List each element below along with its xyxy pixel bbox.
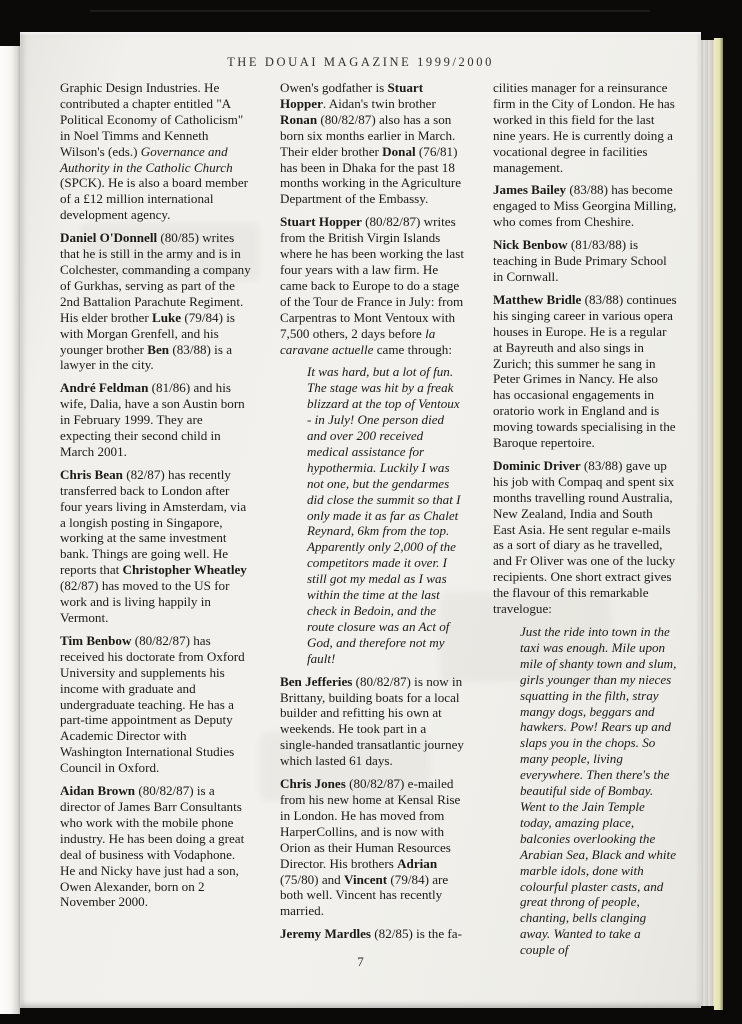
text-columns	[60, 80, 678, 965]
text-segment: Chris Jones	[280, 776, 346, 792]
quote-paragraph	[520, 624, 677, 958]
text-segment: (80/82/87) is now in Brittany, building boats for a local builder and refitting his own at weekends. He took part in a single-handed transatlantic journey which lasted 61 days.	[280, 673, 464, 769]
text-segment: (79/84) is with Morgan Grenfell, and his younger brother	[60, 309, 235, 357]
quote-paragraph	[307, 364, 464, 666]
text-segment: Dominic Driver	[493, 457, 581, 473]
text-segment: Nick Benbow	[493, 237, 568, 253]
text-segment: la caravane actuelle	[280, 325, 436, 357]
text-segment: (83/88) continues his singing career in various opera houses in Europe. He is a regular at Bayreuth and also sings in Zurich; this summer he sang in Peter Grimes in Nancy. He also has occasional engagements in oratorio work in England and is moving towards specialising in the Baroque repertoire.	[493, 291, 677, 451]
text-segment: Vincent	[344, 871, 388, 887]
page-number: 7	[357, 954, 364, 969]
facing-page-edge	[0, 46, 20, 1014]
paragraph	[60, 783, 251, 910]
column-right	[493, 80, 677, 965]
text-segment: Stuart Hopper	[280, 80, 424, 111]
text-segment: Owen's godfather is	[280, 80, 388, 95]
paragraph	[493, 182, 677, 230]
text-segment: James Bailey	[493, 182, 567, 198]
text-segment: Stuart Hopper	[280, 214, 362, 230]
text-segment: (81/86) and his wife, Dalia, have a son Austin born in February 1999. They are expecting their second child in March 2001.	[60, 380, 245, 459]
text-segment: (82/87) has moved to the US for work and is living happily in Vermont.	[60, 578, 230, 625]
column-middle	[280, 80, 464, 949]
text-segment: Ronan	[280, 111, 318, 127]
text-segment: (75/80) and	[280, 871, 344, 887]
text-segment: Ben	[147, 341, 170, 357]
text-segment: Christopher Wheatley	[122, 562, 247, 578]
paragraph	[493, 292, 677, 451]
text-segment: Ben Jefferies	[280, 673, 353, 689]
text-segment: Aidan Brown	[60, 783, 136, 799]
scan-artifact-line	[90, 10, 650, 12]
text-segment: (83/88) has become engaged to Miss Georgina Milling, who comes from Cheshire.	[493, 182, 677, 230]
text-segment: Daniel O'Donnell	[60, 230, 158, 246]
text-segment: Chris Bean	[60, 466, 123, 482]
column-left	[60, 80, 251, 917]
paragraph	[60, 467, 251, 626]
text-segment: (80/82/87) has received his doctorate from Oxford University and supplements his income with graduate and undergraduate teaching. He has a part-time appointment as Deputy Academic Director with Washington International Studies Council in Oxford.	[60, 632, 245, 776]
paragraph	[280, 674, 464, 769]
text-segment: Adrian	[397, 855, 438, 871]
paragraph	[280, 776, 464, 919]
paragraph	[280, 214, 464, 357]
text-segment: André Feldman	[60, 380, 149, 396]
text-segment: (83/88) is a lawyer in the city.	[60, 341, 233, 373]
text-segment: (80/82/87) also has a son born six months earlier in March. Their elder brother	[280, 111, 456, 159]
text-segment: (81/83/88) is teaching in Bude Primary School in Cornwall.	[493, 237, 667, 284]
text-segment: (82/87) has recently transferred back to London after four years living in Amsterdam, via a longish posting in Singapore, working at the same investment bank. Things are going well. He reports that	[60, 466, 247, 578]
paragraph	[60, 380, 251, 460]
magazine-page	[20, 32, 701, 1008]
text-segment: . Aidan's twin brother	[322, 95, 436, 111]
paragraph	[60, 633, 251, 776]
paragraph	[493, 237, 677, 285]
text-segment: Tim Benbow	[60, 632, 132, 648]
text-segment: (SPCK). He is also a board member of a £12 million international development agency.	[60, 175, 249, 223]
text-segment: Just the ride into town in the taxi was enough. Mile upon mile of shanty town and slum, girls younger than my nieces squatting in the filth, stray mangy dogs, beggars and hawkers. Pow! Rears up and slaps you in the chops. So many people, living everywhere. Then there's the beautiful side of Bombay. Went to the Jain Temple today, amazing place, balconies overlooking the Arabian Sea, Black and white marble idols, done with colourful plaster casts, and great throng of people, chanting, bells clanging away. Wanted to take a couple of	[520, 624, 677, 958]
paragraph	[280, 80, 464, 207]
text-segment: Graphic Design Industries. He contributed a chapter entitled "A Political Economy of Catholicism" in Noel Timms and Kenneth Wilson's (eds.)	[60, 80, 244, 159]
text-segment: came through:	[373, 341, 452, 357]
text-segment: (80/85) writes that he is still in the army and is in Colchester, commanding a company of Gurkhas, serving as part of the 2nd Battalion Parachute Regiment. His elder brother	[60, 230, 251, 325]
text-segment: (80/82/87) writes from the British Virgin Islands where he has been working the last four years with a law firm. He came back to Europe to do a stage of the Tour de France in July: from Carpentras to Mont Ventoux with 7,500 others, 2 days before	[280, 214, 464, 341]
text-segment: Matthew Bridle	[493, 291, 582, 307]
text-segment: (76/81) has been in Dhaka for the past 18 months working in the Agriculture Department of the Embassy.	[280, 143, 462, 207]
text-segment: It was hard, but a lot of fun. The stage was hit by a freak blizzard at the top of Ventoux - in July! One person died and over 200 received medical assistance for hypothermia. Luckily I was not one, but the gendarmes did close the summit so that I only made it as far as Chalet Reynard, 6km from the top. Apparently only 2,000 of the competitors made it over. I still got my medal as I was within the time at the last check in Bedoin, and the route closure was an Act of God, and therefore not my fault!	[307, 364, 461, 666]
text-segment: Jeremy Mardles	[280, 926, 372, 942]
text-segment: (80/82/87) is a director of James Barr Consultants who work with the mobile phone industry. He has been doing a great deal of business with Vodaphone. He and Nicky have just had a son, Owen Alexander, born on 2 November 2000.	[60, 783, 245, 910]
text-segment: Donal	[382, 143, 416, 159]
text-segment: (80/82/87) e-mailed from his new home at Kensal Rise in London. He has moved from HarperCollins, and is now with Orion as their Human Resources Director. His brothers	[280, 776, 461, 871]
text-segment: (79/84) are both well. Vincent has recently married.	[280, 871, 449, 919]
paragraph	[60, 80, 251, 223]
stacked-page-edges	[701, 40, 714, 1006]
text-segment: Luke	[152, 309, 182, 325]
text-segment: cilities manager for a reinsurance firm in the City of London. He has worked in this field for the last nine years. He is currently doing a vocational degree in facilities management.	[493, 80, 675, 175]
paragraph	[60, 230, 251, 373]
page-header: THE DOUAI MAGAZINE 1999/2000	[227, 55, 494, 69]
paragraph	[493, 458, 677, 617]
text-segment: Governance and Authority in the Catholic Church	[60, 143, 233, 175]
paragraph	[493, 80, 677, 175]
text-segment: (83/88) gave up his job with Compaq and spent six months travelling round Australia, New Zealand, India and South East Asia. He sent regular e-mails as a sort of diary as he travelled, and Fr Oliver was one of the lucky recipients. One short extract gives the flavour of this remarkable travelogue:	[493, 457, 676, 617]
book-cover-edge	[714, 38, 723, 1010]
text-segment: (82/85) is the fa-	[371, 926, 462, 942]
paragraph	[280, 926, 464, 942]
